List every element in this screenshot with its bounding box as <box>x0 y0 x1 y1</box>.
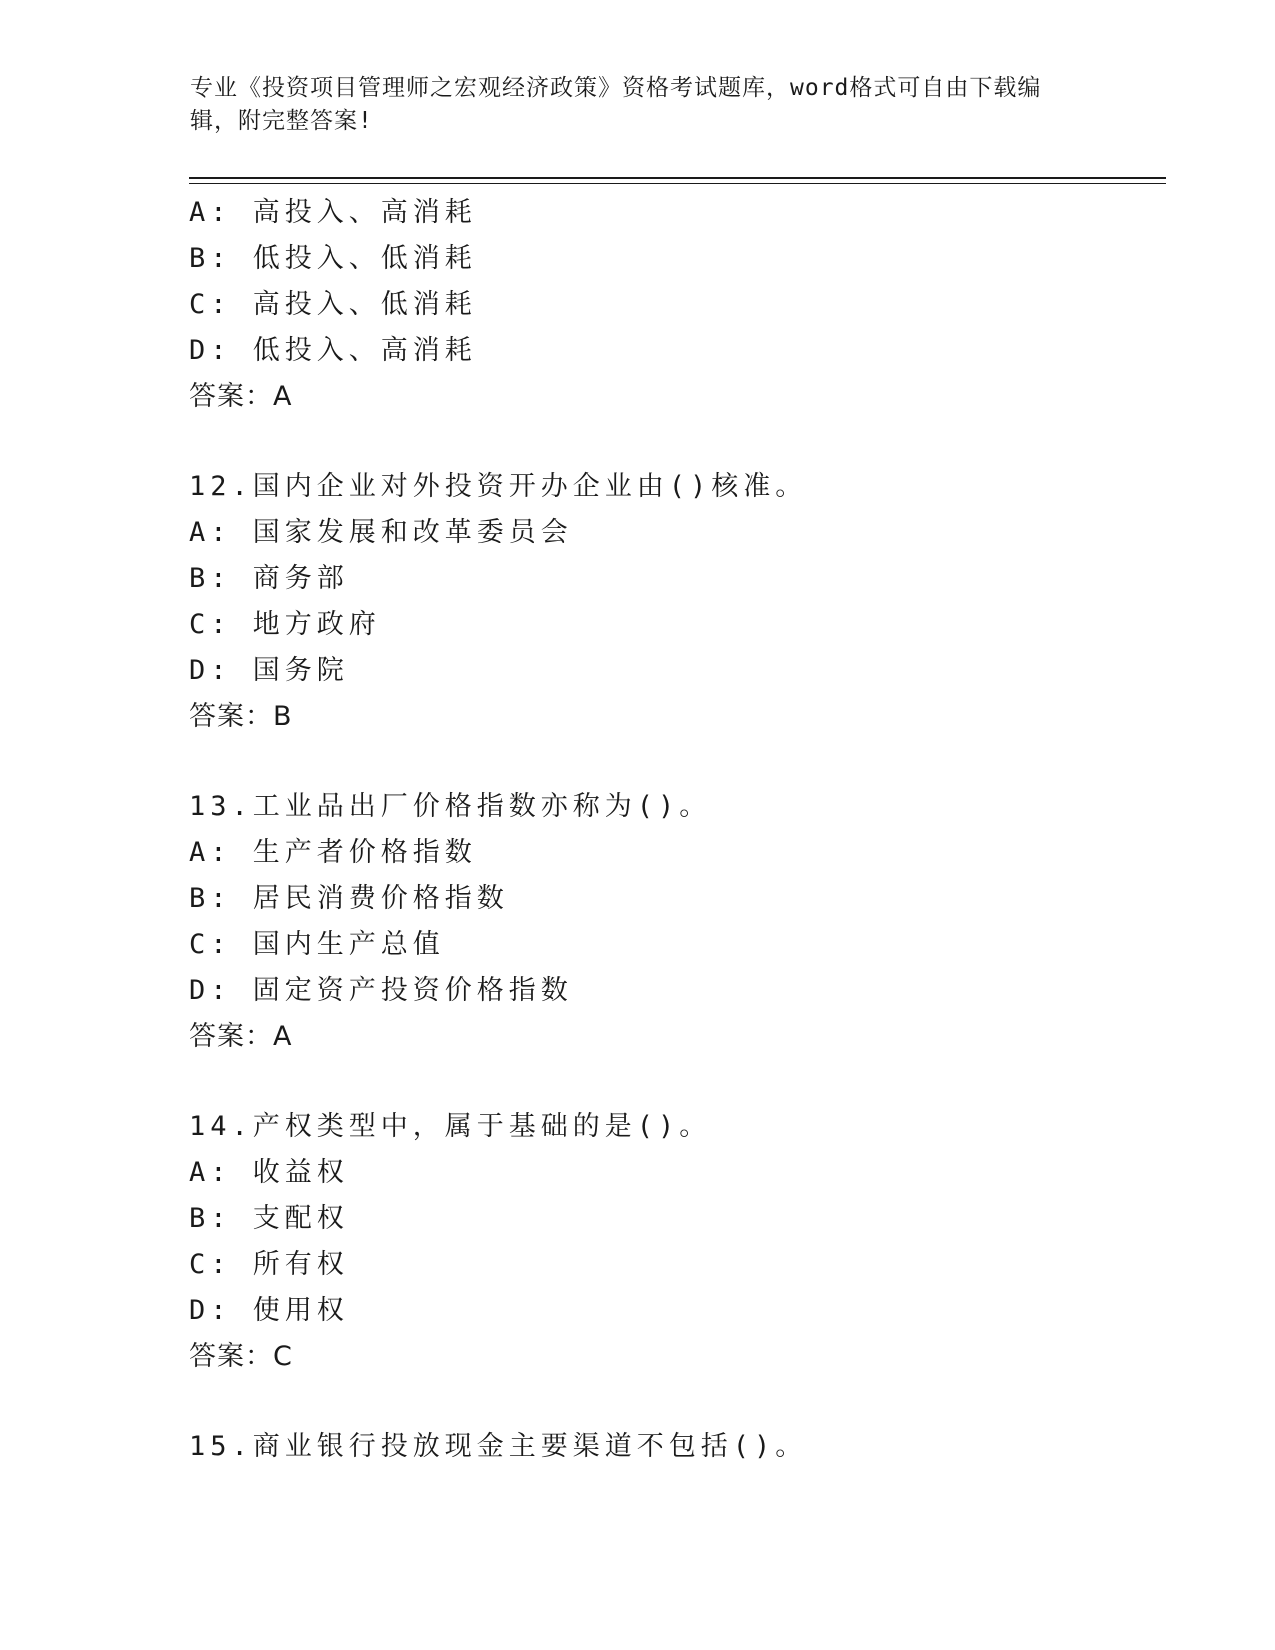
option-b: B: 支配权 <box>189 1203 349 1234</box>
option-a: A: 生产者价格指数 <box>189 837 477 868</box>
document-header <box>190 72 1090 138</box>
question-11 <box>189 190 1169 420</box>
question-14 <box>189 1104 1169 1380</box>
question-stem: 13.工业品出厂价格指数亦称为()。 <box>189 791 712 822</box>
option-a: A: 收益权 <box>189 1157 349 1188</box>
question-list <box>189 190 1169 1470</box>
option-d: D: 固定资产投资价格指数 <box>189 975 573 1006</box>
option-c: C: 国内生产总值 <box>189 929 445 960</box>
option-b: B: 居民消费价格指数 <box>189 883 509 914</box>
header-line-2: 辑，附完整答案! <box>190 108 373 134</box>
question-stem: 12.国内企业对外投资开办企业由()核准。 <box>189 471 808 502</box>
option-c: C: 高投入、低消耗 <box>189 289 477 320</box>
option-d: D: 使用权 <box>189 1295 349 1326</box>
option-a: A: 高投入、高消耗 <box>189 197 477 228</box>
question-15 <box>189 1424 1169 1470</box>
option-b: B: 低投入、低消耗 <box>189 243 477 274</box>
header-divider-thin <box>189 183 1166 184</box>
answer-line: 答案：A <box>189 1021 293 1052</box>
question-12 <box>189 464 1169 740</box>
answer-line: 答案：A <box>189 381 293 412</box>
option-d: D: 国务院 <box>189 655 349 686</box>
question-stem: 14.产权类型中，属于基础的是()。 <box>189 1111 712 1142</box>
option-d: D: 低投入、高消耗 <box>189 335 477 366</box>
answer-line: 答案：C <box>189 1341 293 1372</box>
option-c: C: 所有权 <box>189 1249 349 1280</box>
option-b: B: 商务部 <box>189 563 349 594</box>
question-13 <box>189 784 1169 1060</box>
answer-line: 答案：B <box>189 701 293 732</box>
header-divider-thick <box>189 177 1166 179</box>
question-stem: 15.商业银行投放现金主要渠道不包括()。 <box>189 1431 808 1462</box>
option-a: A: 国家发展和改革委员会 <box>189 517 573 548</box>
option-c: C: 地方政府 <box>189 609 381 640</box>
header-line-1: 专业《投资项目管理师之宏观经济政策》资格考试题库，word格式可自由下载编 <box>190 75 1042 101</box>
